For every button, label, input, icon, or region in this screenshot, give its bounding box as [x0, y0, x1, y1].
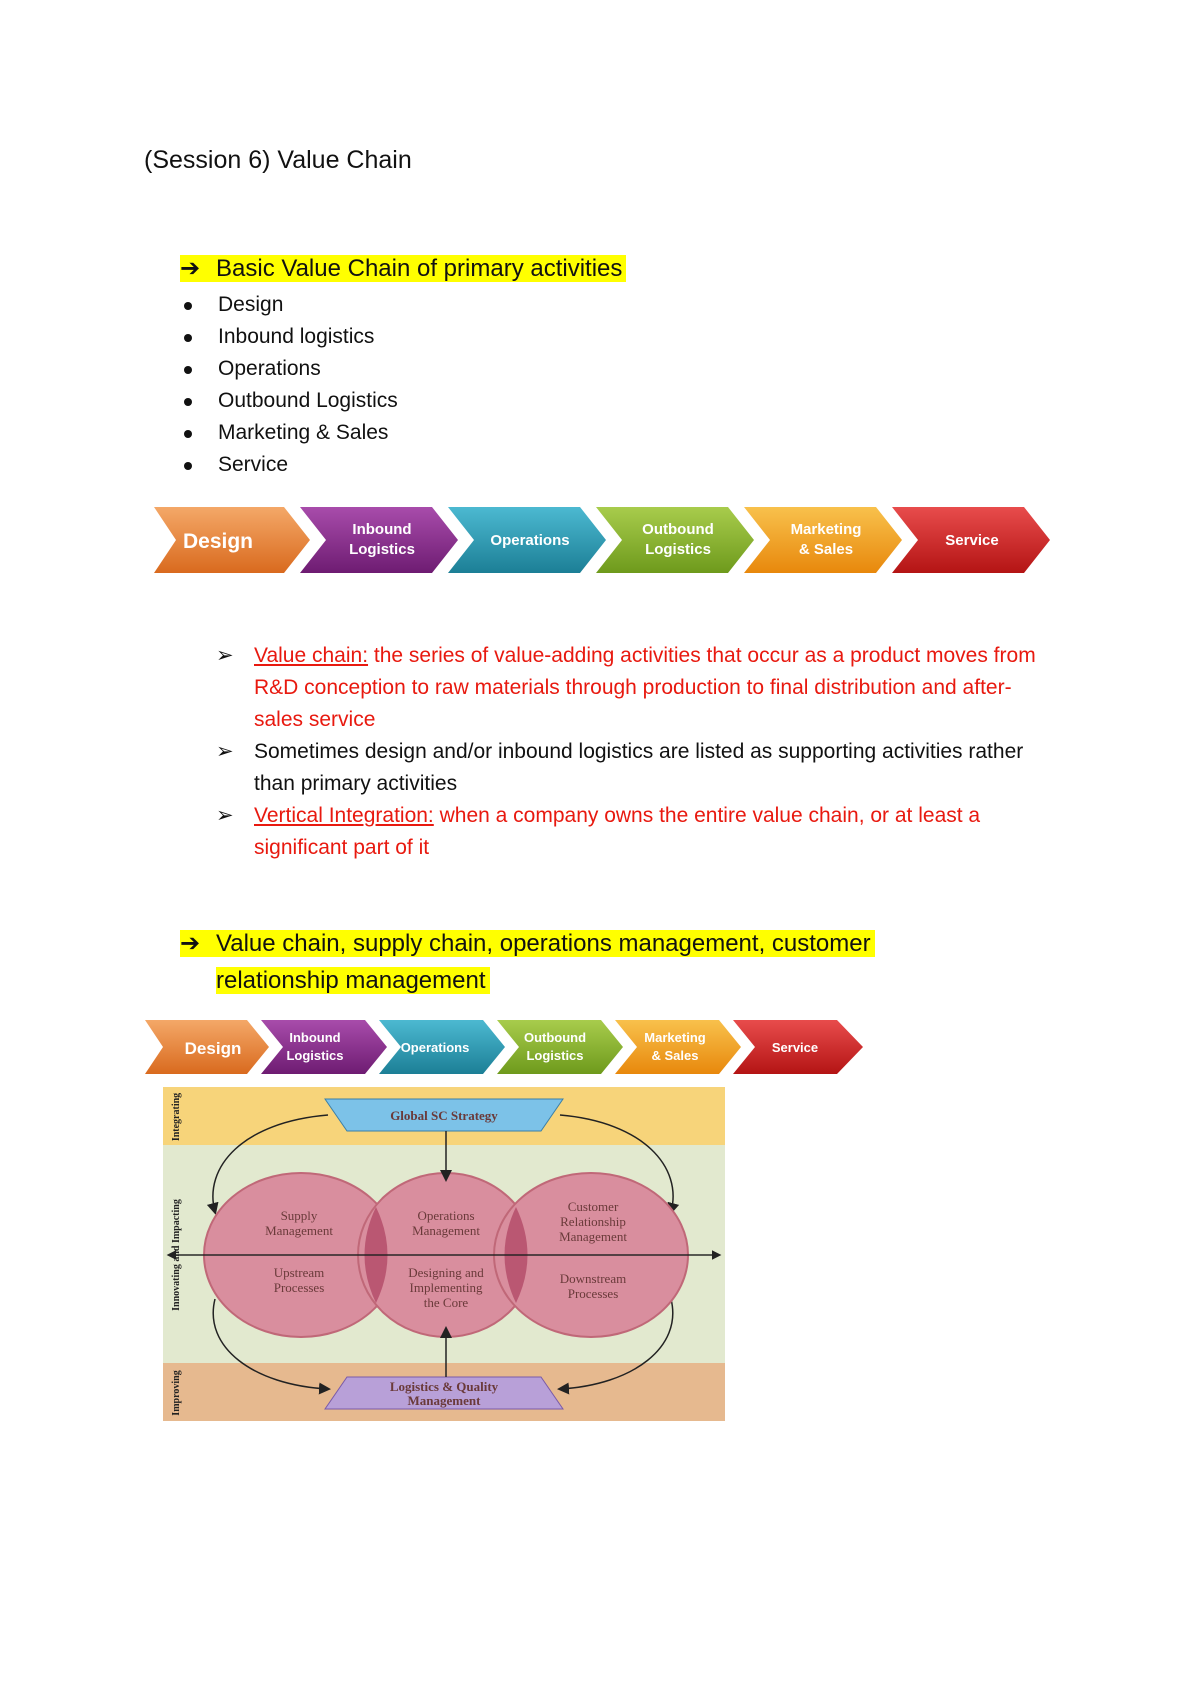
circle-label: Implementing [409, 1280, 483, 1295]
logistics-quality-label: Logistics & Quality [389, 1379, 499, 1394]
circle-label: Downstream [559, 1271, 627, 1286]
vertical-integration-term: Vertical Integration: [254, 804, 434, 827]
global-sc-strategy-label: Global SC Strategy [390, 1108, 498, 1123]
chevron-inbound-logistics [300, 507, 458, 573]
supporting-activities-note: Sometimes design and/or inbound logistics are listed as supporting activities rather than primary activities [254, 740, 1024, 795]
list-item [216, 800, 1046, 864]
chevron-label: Design [182, 530, 254, 553]
circle-label: Designing and [408, 1265, 484, 1280]
section2-heading-line1: Value chain, supply chain, operations management, customer [216, 930, 871, 957]
circle-label: Operations [417, 1208, 475, 1223]
band-label: Integrating [171, 1092, 182, 1142]
list-item: Outbound Logistics [182, 385, 398, 417]
chevron-label: Inbound [289, 1030, 341, 1045]
page-title: (Session 6) Value Chain [144, 146, 412, 174]
vertical-integration-definition: when a company owns the entire value chain, or at least a significant part of it [254, 804, 981, 859]
list-item: Inbound logistics [182, 321, 398, 353]
list-item [216, 640, 1046, 736]
chevron-label: Logistics [645, 541, 711, 558]
chevron-outbound-logistics [596, 507, 754, 573]
chevron-outbound-logistics [497, 1020, 623, 1074]
chevron-label: & Sales [651, 1048, 699, 1063]
value-chain-chevrons-small [143, 1018, 865, 1076]
circle-label: Management [559, 1229, 627, 1244]
circle-label: Supply [280, 1208, 318, 1223]
list-item: Marketing & Sales [182, 417, 398, 449]
supply-chain-diagram [163, 1087, 725, 1421]
circle-label: Processes [567, 1286, 619, 1301]
chevron-inbound-logistics [261, 1020, 387, 1074]
logistics-quality-label: Management [407, 1393, 481, 1408]
arrow-right-icon: ➔ [180, 255, 201, 282]
chevron-label: & Sales [798, 541, 854, 558]
chevron-label: Marketing [790, 521, 862, 538]
circle-label: Relationship [560, 1214, 626, 1229]
chevron-label: Service [771, 1040, 819, 1055]
circle-label: Processes [273, 1280, 325, 1295]
value-chain-term: Value chain: [254, 644, 369, 667]
chevron-label: Logistics [349, 541, 415, 558]
circle-label: Management [412, 1223, 480, 1238]
chevron-label: Inbound [352, 521, 412, 538]
list-item: Design [182, 289, 398, 321]
chevron-label: Operations [490, 532, 570, 549]
notes-list [216, 640, 1046, 864]
value-chain-definition: the series of value-adding activities that occur as a product moves from R&D conception to raw materials through production to final distribution and after-sales service [254, 644, 1036, 731]
band-label: Innovating and Impacting [171, 1199, 182, 1311]
chevron-label: Service [945, 532, 999, 549]
chevron-marketing-sales [744, 507, 902, 573]
section2-heading [180, 925, 875, 999]
arrowhead-bullet-icon: ➢ [216, 804, 234, 827]
chevron-label: Operations [400, 1040, 470, 1055]
arrowhead-bullet-icon: ➢ [216, 740, 234, 763]
circle-label: the Core [423, 1295, 469, 1310]
list-item: Operations [182, 353, 398, 385]
circle-label: Upstream [273, 1265, 325, 1280]
list-item: Service [182, 449, 398, 481]
circle-label: Management [265, 1223, 333, 1238]
section1-heading [180, 250, 626, 287]
chevron-marketing-sales [615, 1020, 741, 1074]
chevron-label: Design [184, 1039, 242, 1058]
chevron-label: Logistics [286, 1048, 344, 1063]
section1-heading-text: Basic Value Chain of primary activities [216, 255, 623, 282]
primary-activities-list [182, 289, 398, 481]
arrow-right-icon: ➔ [180, 930, 201, 957]
chevron-label: Marketing [644, 1030, 706, 1045]
chevron-label: Outbound [642, 521, 714, 538]
band-label: Improving [171, 1370, 182, 1416]
value-chain-chevrons [152, 505, 1052, 575]
section2-heading-line2: relationship management [216, 967, 490, 994]
chevron-label: Logistics [526, 1048, 584, 1063]
arrowhead-bullet-icon: ➢ [216, 644, 234, 667]
chevron-label: Outbound [523, 1030, 587, 1045]
circle-label: Customer [567, 1199, 619, 1214]
list-item [216, 736, 1046, 800]
